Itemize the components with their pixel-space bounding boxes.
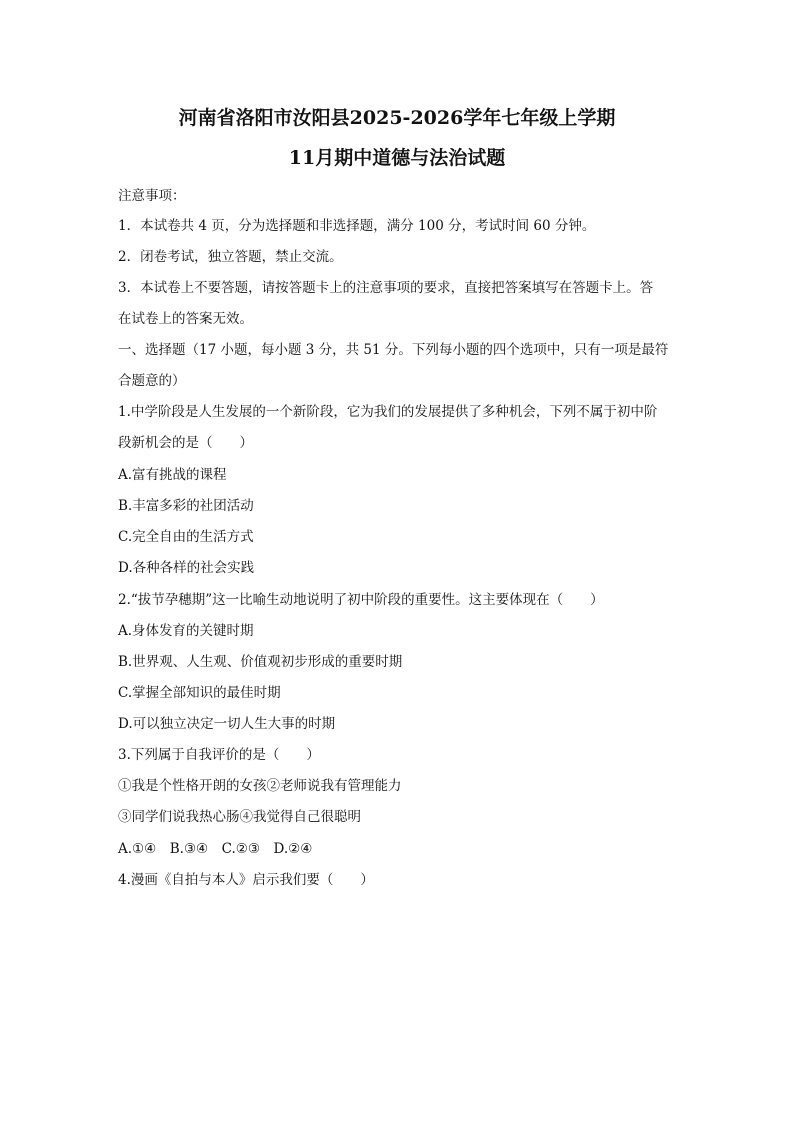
question-3-stem: 3.下列属于自我评价的是（ ） [118,747,320,763]
notice-item-1: 1．本试卷共 4 页，分为选择题和非选择题，满分 100 分，考试时间 60 分钟。 [118,218,596,234]
section-heading: 一、选择题（17 小题，每小题 3 分，共 51 分。下列每小题的四个选项中，只有一项是最符 [118,342,669,358]
section-heading-cont: 合题意的） [118,373,186,389]
exam-title-line2: 11月期中道德与法治试题 [288,147,506,169]
question-2-option-d: D.可以独立决定一切人生大事的时期 [118,716,336,732]
question-3-options: A.①④ B.③④ C.②③ D.②④ [118,841,313,857]
notice-item-3-cont: 在试卷上的答案无效。 [118,311,253,327]
question-2-option-c: C.掌握全部知识的最佳时期 [118,685,281,701]
question-3-statements-2: ③同学们说我热心肠④我觉得自己很聪明 [118,809,361,825]
question-2-option-a: A.身体发育的关键时期 [118,623,254,639]
notice-item-3: 3．本试卷上不要答题，请按答题卡上的注意事项的要求，直接把答案填写在答题卡上。答 [118,280,654,296]
question-1-stem: 1.中学阶段是人生发展的一个新阶段，它为我们的发展提供了多种机会，下列不属于初中阶 [118,404,658,420]
question-4-stem: 4.漫画《自拍与本人》启示我们要（ ） [118,872,374,888]
exam-title-line1: 河南省洛阳市汝阳县2025-2026学年七年级上学期 [178,107,616,129]
question-2-option-b: B.世界观、人生观、价值观初步形成的重要时期 [118,654,403,670]
question-2-stem: 2.“拔节孕穗期”这一比喻生动地说明了初中阶段的重要性。这主要体现在（ ） [118,592,604,608]
question-1-option-c: C.完全自由的生活方式 [118,529,254,545]
notice-item-2: 2．闭卷考试，独立答题，禁止交流。 [118,249,343,265]
notice-heading: 注意事项： [118,188,186,204]
question-3-statements-1: ①我是个性格开朗的女孩②老师说我有管理能力 [118,778,402,794]
question-1-option-b: B.丰富多彩的社团活动 [118,498,254,514]
question-1-option-a: A.富有挑战的课程 [118,467,227,483]
question-1-stem-cont: 段新机会的是（ ） [118,435,253,451]
question-1-option-d: D.各种各样的社会实践 [118,560,255,576]
